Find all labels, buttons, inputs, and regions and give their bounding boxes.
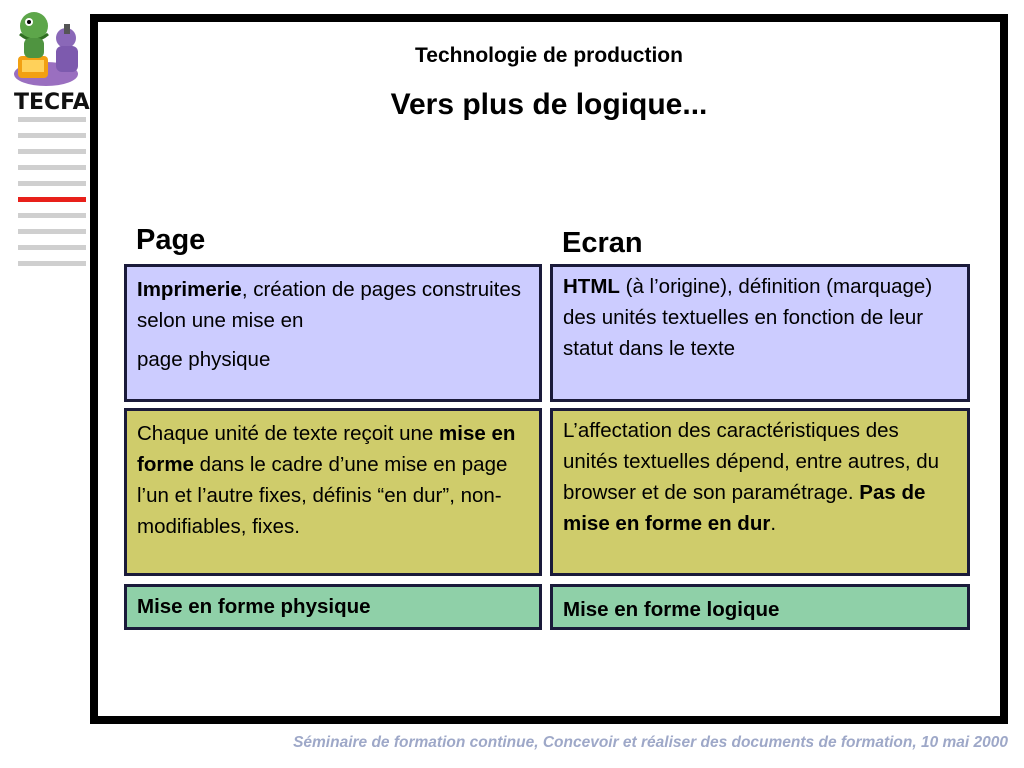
box-text: .: [770, 512, 777, 535]
nav-bar[interactable]: [18, 229, 86, 234]
slide-subtitle: Technologie de production: [415, 44, 683, 67]
box-bold-term: Pas de mise en forme en dur: [563, 481, 926, 535]
box-logique: Mise en forme logique: [550, 584, 970, 630]
nav-bar[interactable]: [18, 181, 86, 186]
box-physique: Mise en forme physique: [124, 584, 542, 630]
box-bold-term: mise en forme: [137, 422, 516, 476]
column-heading-page: Page: [136, 224, 206, 256]
slide-frame: [90, 14, 1008, 724]
box-text: L’affectation des caractéristiques des unités textuelles dépend, entre autres, du browser et de son paramétrage.: [563, 419, 940, 504]
mascot-icon: [4, 4, 88, 94]
nav-bar[interactable]: [18, 245, 86, 250]
box-affectation: [550, 408, 970, 576]
box-html: [550, 264, 970, 402]
box-bold-term: Imprimerie: [137, 278, 242, 301]
slide-title: Vers plus de logique...: [390, 88, 708, 121]
slide-nav: [18, 117, 86, 277]
nav-bar[interactable]: [18, 117, 86, 122]
box-imprimerie: [124, 264, 542, 402]
nav-bar[interactable]: [18, 261, 86, 266]
nav-bar[interactable]: [18, 133, 86, 138]
nav-bar[interactable]: [18, 149, 86, 154]
box-text: Chaque unité de texte reçoit une: [137, 422, 434, 445]
box-text: page physique: [137, 348, 271, 371]
box-text: (à l’origine), définition (marquage) des unités textuelles en fonction de leur statut dans le texte: [563, 275, 933, 360]
column-heading-ecran: Ecran: [562, 227, 643, 259]
nav-bar[interactable]: [18, 213, 86, 218]
box-bold-term: HTML: [563, 275, 620, 298]
slide-footer: Séminaire de formation continue, Concevoir et réaliser des documents de formation, 10 mai 2000: [293, 734, 1008, 751]
box-text: dans le cadre d’une mise en page l’un et l’autre fixes, définis “en dur”, non-modifiables, fixes.: [137, 453, 508, 538]
nav-bar-current[interactable]: [18, 197, 86, 202]
logo-text: TECFA: [14, 90, 90, 115]
box-mise-en-forme: [124, 408, 542, 576]
nav-bar[interactable]: [18, 165, 86, 170]
tecfa-logo: [4, 4, 88, 120]
box-text: , création de pages construites selon une mise en: [137, 278, 522, 332]
